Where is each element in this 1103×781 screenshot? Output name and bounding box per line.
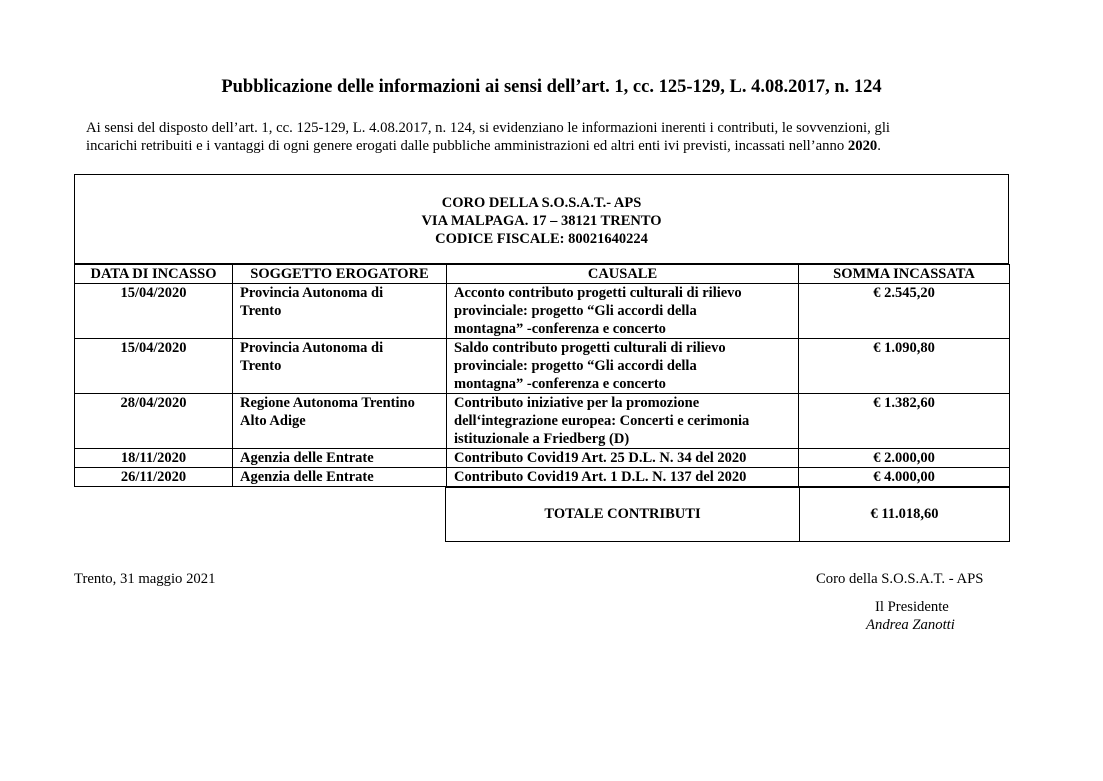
cell-giver-line: Regione Autonoma Trentino	[240, 395, 415, 411]
table-row	[75, 284, 1010, 339]
cell-date: 18/11/2020	[75, 449, 233, 468]
cell-reason-line: montagna” -conferenza e concerto	[454, 376, 666, 392]
cell-giver	[233, 468, 447, 487]
intro-paragraph	[86, 119, 1004, 155]
cell-reason-line: Contributo Covid19 Art. 25 D.L. N. 34 del 2020	[454, 450, 747, 466]
cell-reason-line: montagna” -conferenza e concerto	[454, 321, 666, 337]
organization-tax-code: CODICE FISCALE: 80021640224	[435, 231, 648, 247]
cell-giver-line: Provincia Autonoma di	[240, 340, 384, 356]
cell-reason-line: Acconto contributo progetti culturali di rilievo	[454, 285, 742, 301]
cell-reason-line: provinciale: progetto “Gli accordi della	[454, 303, 697, 319]
cell-reason-line: Contributo Covid19 Art. 1 D.L. N. 137 del 2020	[454, 469, 747, 485]
header-amount: SOMMA INCASSATA	[799, 265, 1010, 284]
cell-giver	[233, 284, 447, 339]
intro-year: 2020	[847, 138, 878, 154]
cell-amount: € 2.000,00	[799, 449, 1010, 468]
cell-reason	[447, 394, 799, 449]
cell-giver-line: Agenzia delle Entrate	[240, 450, 374, 466]
cell-amount: € 2.545,20	[799, 284, 1010, 339]
intro-line-1: Ai sensi del disposto dell’art. 1, cc. 125-129, L. 4.08.2017, n. 124, si evidenziano le informazioni inerenti i contributi, le sovvenzioni, gli	[86, 120, 890, 136]
cell-reason	[447, 468, 799, 487]
cell-date: 28/04/2020	[75, 394, 233, 449]
table-row	[75, 468, 1010, 487]
cell-date: 15/04/2020	[75, 339, 233, 394]
total-row	[445, 487, 1010, 542]
organization-signature: Coro della S.O.S.A.T. - APS	[816, 571, 984, 587]
cell-giver-line: Provincia Autonoma di	[240, 285, 384, 301]
cell-giver-line: Agenzia delle Entrate	[240, 469, 374, 485]
cell-amount: € 1.382,60	[799, 394, 1010, 449]
total-value: € 11.018,60	[870, 506, 939, 522]
cell-giver-line: Trento	[240, 303, 282, 319]
document-title: Pubblicazione delle informazioni ai sensi dell’art. 1, cc. 125-129, L. 4.08.2017, n. 124	[221, 77, 882, 97]
cell-date: 15/04/2020	[75, 284, 233, 339]
cell-amount: € 4.000,00	[799, 468, 1010, 487]
organization-name: CORO DELLA S.O.S.A.T.- APS	[441, 195, 642, 211]
cell-reason-line: provinciale: progetto “Gli accordi della	[454, 358, 697, 374]
table-row	[75, 339, 1010, 394]
cell-reason	[447, 449, 799, 468]
cell-reason-line: Contributo iniziative per la promozione	[454, 395, 700, 411]
cell-amount: € 1.090,80	[799, 339, 1010, 394]
cell-reason-line: dell‘integrazione europea: Concerti e cerimonia	[454, 413, 750, 429]
table-row	[75, 449, 1010, 468]
header-reason: CAUSALE	[447, 265, 799, 284]
cell-reason	[447, 284, 799, 339]
signer-name: Andrea Zanotti	[866, 617, 955, 633]
table-header-row	[75, 265, 1010, 284]
organization-address: VIA MALPAGA. 17 – 38121 TRENTO	[421, 213, 662, 229]
cell-giver-line: Trento	[240, 358, 282, 374]
intro-line-2-text: incarichi retribuiti e i vantaggi di ogni genere erogati dalle pubbliche amministrazioni ed altri enti ivi previsti, incassati nell’anno	[86, 138, 848, 154]
intro-line-2-end: .	[877, 138, 881, 154]
place-date: Trento, 31 maggio 2021	[74, 571, 216, 587]
table-row	[75, 394, 1010, 449]
cell-reason-line: Saldo contributo progetti culturali di rilievo	[454, 340, 726, 356]
header-date: DATA DI INCASSO	[75, 265, 233, 284]
cell-reason	[447, 339, 799, 394]
intro-line-2	[86, 137, 1004, 155]
cell-reason-line: istituzionale a Friedberg (D)	[454, 431, 630, 447]
header-giver: SOGGETTO EROGATORE	[233, 265, 447, 284]
total-label: TOTALE CONTRIBUTI	[446, 488, 800, 541]
cell-giver	[233, 449, 447, 468]
cell-giver-line: Alto Adige	[240, 413, 306, 429]
contributions-table	[74, 264, 1010, 487]
signer-role: Il Presidente	[875, 599, 949, 615]
cell-giver	[233, 394, 447, 449]
cell-date: 26/11/2020	[75, 468, 233, 487]
organization-header	[74, 174, 1009, 264]
cell-giver	[233, 339, 447, 394]
